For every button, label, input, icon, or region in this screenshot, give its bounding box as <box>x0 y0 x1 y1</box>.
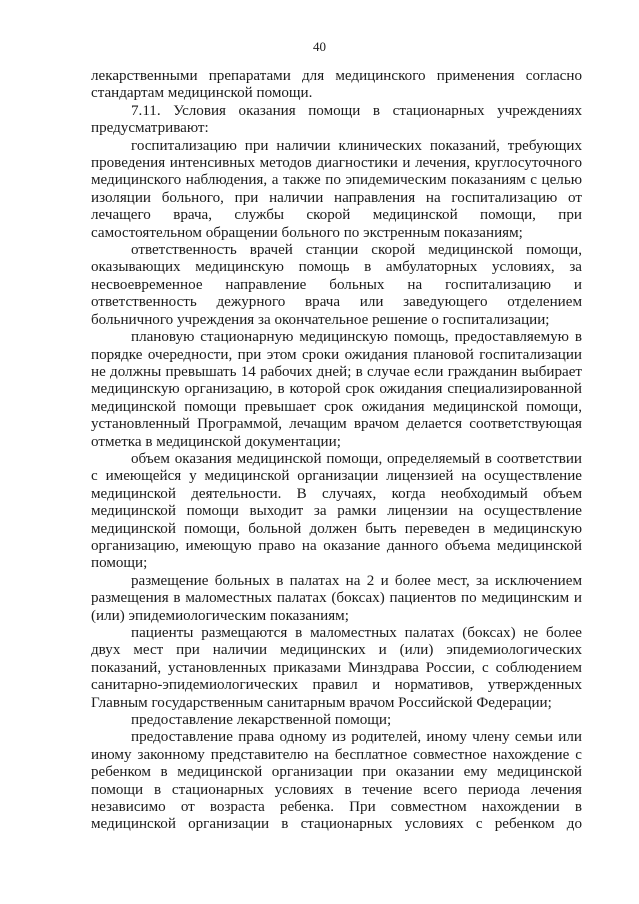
paragraph-continuation <box>91 68 582 103</box>
text-line: помощи; <box>91 555 148 572</box>
text-line: двух мест при наличии медицинских и (или) эпидемиологических <box>91 642 582 659</box>
text-line: порядке очередности, при этом сроки ожидания плановой госпитализации <box>91 346 582 363</box>
page-number: 40 <box>313 39 326 54</box>
text-line: Главным государственным санитарным врачом Российской Федерации; <box>91 694 552 711</box>
paragraph-volume <box>91 451 582 573</box>
text-line: плановую стационарную медицинскую помощь, предоставляемую в <box>131 329 582 346</box>
text-line: предусматривают: <box>91 120 209 137</box>
text-line: оказывающих медицинскую помощь в амбулаторных условиях, за <box>91 259 582 276</box>
text-line: размещение больных в палатах на 2 и более мест, за исключением <box>131 572 582 589</box>
paragraph-small-wards <box>91 625 582 712</box>
text-line: несвоевременное направление больных на госпитализацию и <box>91 276 582 293</box>
text-line: проведения интенсивных методов диагностики и лечения, круглосуточного <box>91 155 582 172</box>
text-line: медицинской организации в стационарных условиях с ребенком до <box>91 816 582 833</box>
text-line: медицинскую организацию, в которой срок ожидания специализированной <box>91 381 582 398</box>
paragraph-placement <box>91 573 582 625</box>
text-line: показаний, установленных приказами Минздрава России, с соблюдением <box>91 659 582 676</box>
text-line: не должны превышать 14 рабочих дней; в случае если гражданин выбирает <box>91 363 582 380</box>
paragraph-drugs <box>91 712 582 729</box>
text-line: иному законному представителю на бесплатное совместное нахождение с <box>91 746 582 763</box>
text-line: лекарственными препаратами для медицинского применения согласно <box>91 68 582 84</box>
text-line: медицинской помощи выходит за рамки лицензии на осуществление <box>91 503 582 520</box>
text-line: (или) эпидемиологическим показаниям; <box>91 607 349 624</box>
text-line: стандартам медицинской помощи. <box>91 85 313 102</box>
text-line: ребенком в медицинской организации при оказании ему медицинской <box>91 764 582 781</box>
text-line: с имеющейся у медицинской организации лицензией на осуществление <box>91 468 582 485</box>
text-line: организацию, имеющую право на оказание данного объема медицинской <box>91 537 582 554</box>
text-line: самостоятельном обращении больного по экстренным показаниям; <box>91 224 523 241</box>
text-line: медицинской помощи, больной должен быть переведен в медицинскую <box>91 520 582 537</box>
text-line: медицинской помощи превышает срок ожидания медицинской помощи, <box>91 398 582 415</box>
text-line: изоляции больного, при наличии направления на госпитализацию от <box>91 189 582 206</box>
text-line: ответственность врачей станции скорой медицинской помощи, <box>131 242 582 259</box>
text-line: медицинской деятельности. В случаях, когда необходимый объем <box>91 485 582 502</box>
text-line: пациенты размещаются в маломестных палатах (боксах) не более <box>131 625 582 641</box>
text-line: помощи в стационарных условиях в течение всего периода лечения <box>91 781 582 798</box>
text-line: объем оказания медицинской помощи, определяемый в соответствии <box>131 450 582 467</box>
text-line: ответственность дежурного врача или заведующего отделением <box>91 294 582 311</box>
text-line: предоставление лекарственной помощи; <box>131 712 392 729</box>
paragraph-planned <box>91 329 582 451</box>
text-line: размещения в маломестных палатах (боксах) пациентов по медицинским и <box>91 590 582 607</box>
paragraph-responsibility <box>91 242 582 329</box>
paragraph-7-11 <box>91 103 582 138</box>
text-line: предоставление права одному из родителей, иному члену семьи или <box>131 729 582 746</box>
text-line: независимо от возраста ребенка. При совместном нахождении в <box>91 799 582 816</box>
document-body <box>91 68 582 834</box>
text-line: госпитализацию при наличии клинических показаний, требующих <box>131 137 582 154</box>
text-line: установленный Программой, лечащим врачом делается соответствующая <box>91 416 582 433</box>
text-line: санитарно-эпидемиологических правил и нормативов, утвержденных <box>91 677 582 694</box>
text-line: медицинского наблюдения, а также по эпидемическим показаниям с целью <box>91 172 582 189</box>
text-line: 7.11. Условия оказания помощи в стационарных учреждениях <box>131 102 582 119</box>
text-line: отметка в медицинской документации; <box>91 433 341 450</box>
text-line: больничного учреждения за окончательное решение о госпитализации; <box>91 311 550 328</box>
paragraph-parents <box>91 729 582 833</box>
paragraph-hospitalization <box>91 138 582 242</box>
text-line: лечащего врача, службы скорой медицинской помощи, при <box>91 207 582 224</box>
